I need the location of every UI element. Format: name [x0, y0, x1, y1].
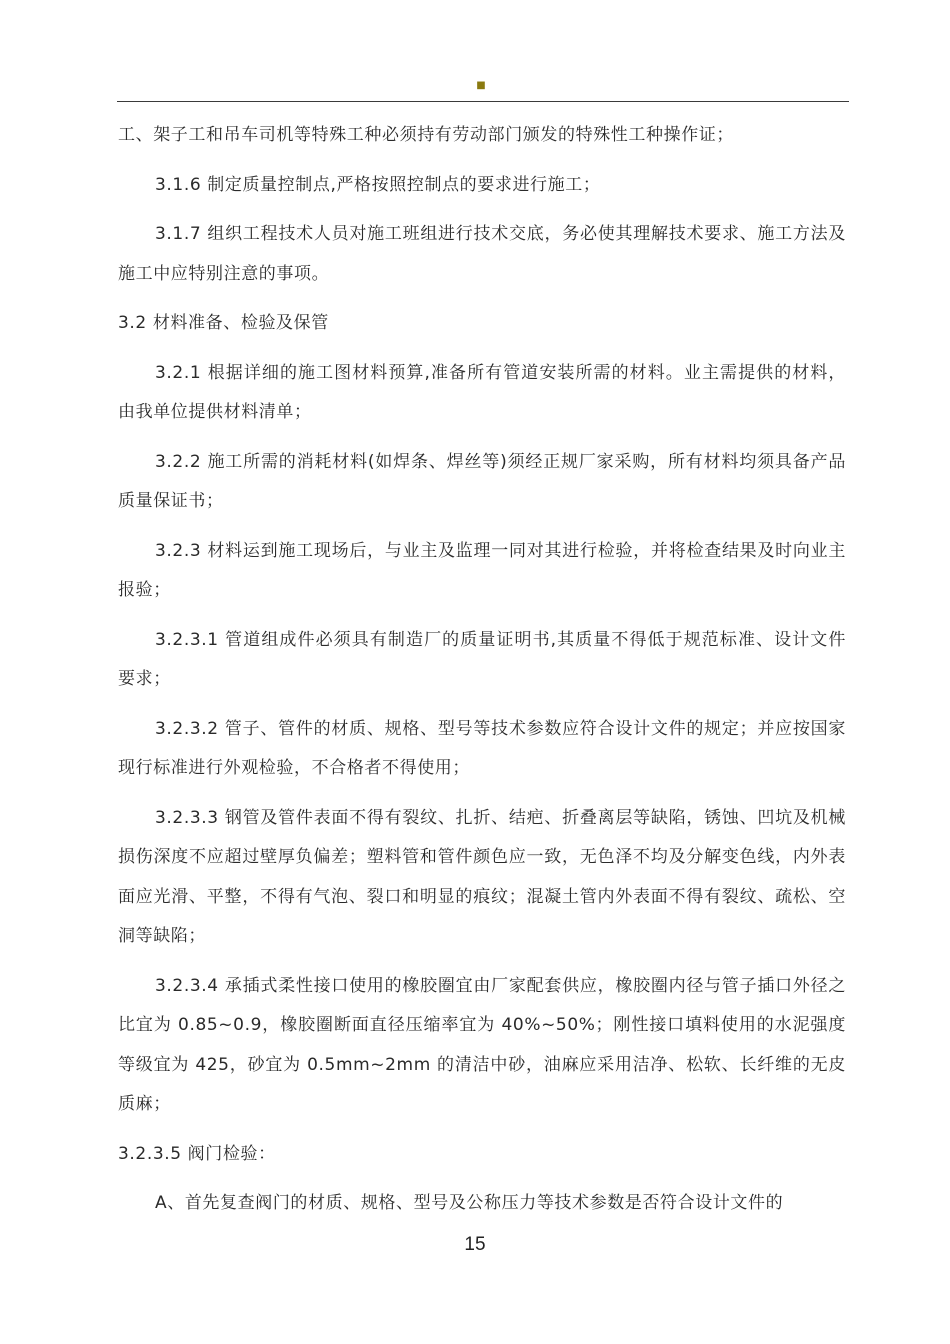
paragraph-3-2-3-3: 3.2.3.3 钢管及管件表面不得有裂纹、扎折、结疤、折叠离层等缺陷，锈蚀、凹坑及机械损伤深度不应超过壁厚负偏差；塑料管和管件颜色应一致，无色泽不均及分解变色线，内外表面应光滑、平整，不得有气泡、裂口和明显的痕纹；混凝土管内外表面不得有裂纹、疏松、空洞等缺陷；	[118, 807, 846, 946]
paragraph-3-2-3-1: 3.2.3.1 管道组成件必须具有制造厂的质量证明书,其质量不得低于规范标准、设计文件要求；	[118, 629, 846, 689]
paragraph-3-1-7: 3.1.7 组织工程技术人员对施工班组进行技术交底，务必使其理解技术要求、施工方法及施工中应特别注意的事项。	[118, 224, 846, 284]
paragraph-continuation: 工、架子工和吊车司机等特殊工种必须持有劳动部门颁发的特殊性工种操作证；	[118, 125, 734, 145]
page-number: 15	[464, 1234, 486, 1255]
header-logo-mark: ■	[476, 80, 486, 91]
paragraph-item-a: A、首先复查阀门的材质、规格、型号及公称压力等技术参数是否符合设计文件的	[155, 1193, 784, 1213]
paragraph-3-2-1: 3.2.1 根据详细的施工图材料预算,准备所有管道安装所需的材料。业主需提供的材料，由我单位提供材料清单；	[118, 362, 846, 422]
paragraph-3-2-2: 3.2.2 施工所需的消耗材料(如焊条、焊丝等)须经正规厂家采购，所有材料均须具备产品质量保证书；	[118, 451, 846, 511]
paragraph-3-1-6: 3.1.6 制定质量控制点,严格按照控制点的要求进行施工；	[155, 174, 601, 195]
page-body	[118, 116, 846, 1224]
section-heading-3-2: 3.2 材料准备、检验及保管	[118, 313, 329, 333]
paragraph-3-2-3: 3.2.3 材料运到施工现场后，与业主及监理一同对其进行检验，并将检查结果及时向业主报验；	[118, 540, 846, 600]
paragraph-3-2-3-4: 3.2.3.4 承插式柔性接口使用的橡胶圈宜由厂家配套供应，橡胶圈内径与管子插口外径之比宜为 0.85~0.9，橡胶圈断面直径压缩率宜为 40%~50%；刚性接口填料使用的水泥强度等级宜为 425，砂宜为 0.5mm~2mm 的清洁中砂，油麻应采用洁净、松软、长纤维的无皮质麻；	[118, 975, 846, 1114]
header-divider	[117, 101, 849, 102]
paragraph-3-2-3-5: 3.2.3.5 阀门检验：	[118, 1143, 276, 1164]
paragraph-3-2-3-2: 3.2.3.2 管子、管件的材质、规格、型号等技术参数应符合设计文件的规定；并应按国家现行标准进行外观检验，不合格者不得使用；	[118, 718, 846, 778]
